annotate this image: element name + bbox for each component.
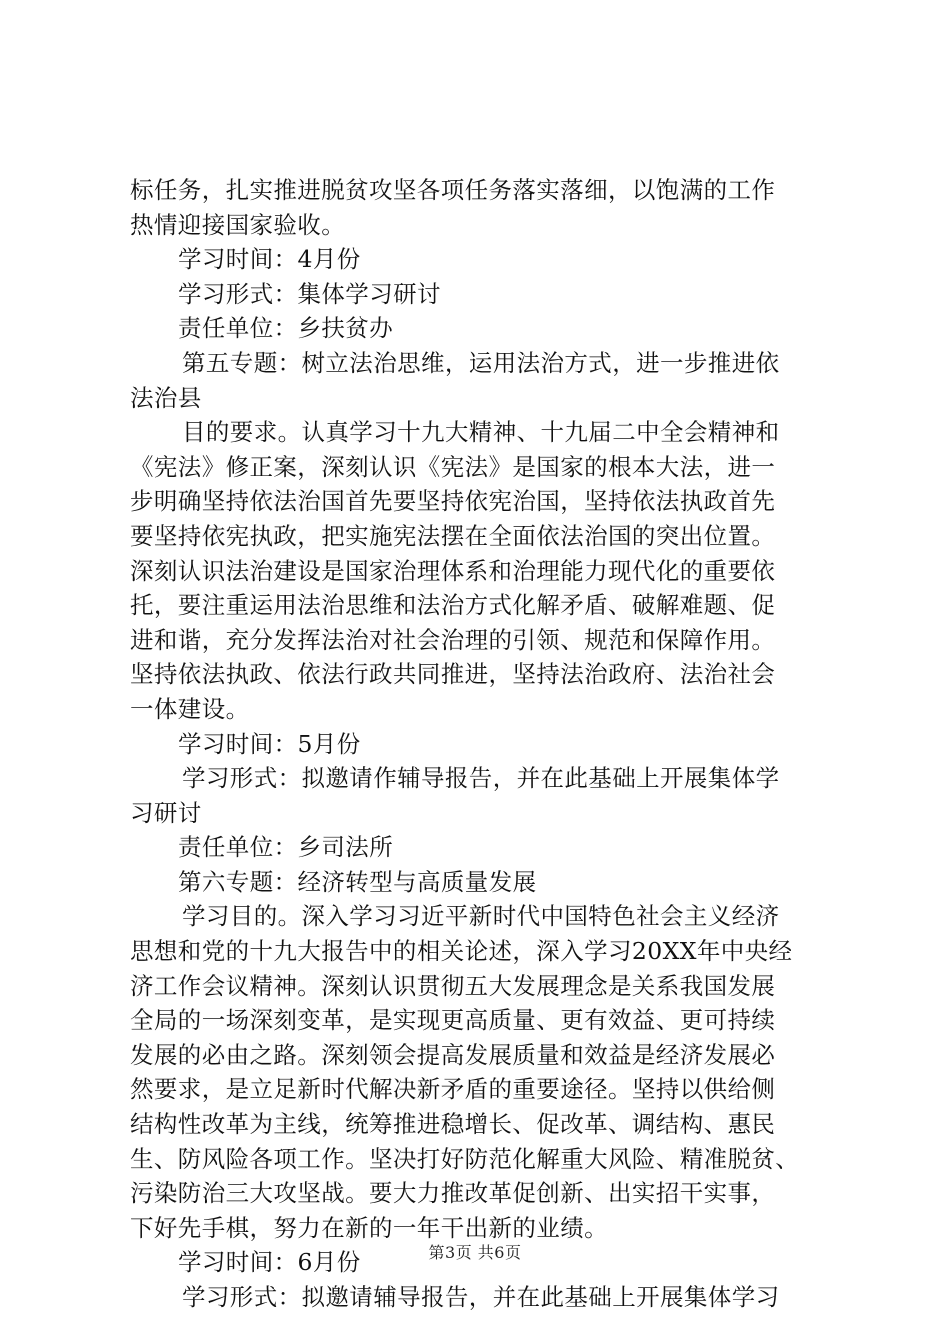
section-heading: 第六专题：经济转型与高质量发展 [178, 867, 537, 896]
text-line: 热情迎接国家验收。 [130, 210, 346, 239]
text-line: 深刻认识法治建设是国家治理体系和治理能力现代化的重要依 [130, 556, 776, 585]
text-line: 学习目的。深入学习习近平新时代中国特色社会主义经济 [182, 902, 780, 931]
text-line: 发展的必由之路。深刻领会提高发展质量和效益是经济发展必 [130, 1040, 776, 1069]
text-line: 法治县 [130, 383, 202, 412]
text-line: 思想和党的十九大报告中的相关论述，深入学习20XX年中央经 [130, 937, 793, 966]
text-line: 然要求，是立足新时代解决新矛盾的重要途径。坚持以供给侧 [130, 1075, 776, 1104]
text-line: 下好先手棋，努力在新的一年干出新的业绩。 [130, 1213, 608, 1242]
text-line: 标任务，扎实推进脱贫攻坚各项任务落实落细，以饱满的工作 [130, 176, 776, 204]
text-line: 学习时间：4月份 [178, 245, 361, 274]
text-line: 济工作会议精神。深刻认识贯彻五大发展理念是关系我国发展 [130, 971, 776, 1000]
text-line: 步明确坚持依法治国首先要坚持依宪治国，坚持依法执政首先 [130, 487, 776, 516]
text-line: 学习形式：集体学习研讨 [178, 279, 441, 308]
text-line: 进和谐，充分发挥法治对社会治理的引领、规范和保障作用。 [130, 625, 776, 654]
text-line: 学习时间：6月份 [178, 1248, 361, 1277]
text-line: 目的要求。认真学习十九大精神、十九届二中全会精神和 [182, 418, 780, 447]
text-line: 责任单位：乡扶贫办 [178, 314, 394, 343]
text-line: 学习时间：5月份 [178, 729, 361, 758]
text-line: 生、防风险各项工作。坚决打好防范化解重大风险、精准脱贫、 [130, 1144, 800, 1173]
document-body [130, 173, 830, 1315]
text-line: 托，要注重运用法治思维和法治方式化解矛盾、破解难题、促 [130, 591, 776, 620]
page-number-footer: 第3页 共6页 [428, 1243, 522, 1262]
text-line: 习研讨 [130, 798, 202, 827]
text-line: 坚持依法执政、依法行政共同推进，坚持法治政府、法治社会 [130, 660, 776, 689]
text-line: 结构性改革为主线，统筹推进稳增长、促改革、调结构、惠民 [130, 1110, 776, 1139]
text-line: 污染防治三大攻坚战。要大力推改革促创新、出实招干实事， [130, 1179, 776, 1208]
section-heading: 第五专题：树立法治思维，运用法治方式，进一步推进依 [182, 348, 780, 377]
text-line: 学习形式：拟邀请作辅导报告，并在此基础上开展集体学 [182, 764, 780, 793]
text-line: 学习形式：拟邀请辅导报告，并在此基础上开展集体学习 [182, 1283, 780, 1311]
text-line: 责任单位：乡司法所 [178, 833, 394, 862]
text-line: 一体建设。 [130, 694, 250, 723]
text-line: 全局的一场深刻变革，是实现更高质量、更有效益、更可持续 [130, 1006, 776, 1035]
text-line: 要坚持依宪执政，把实施宪法摆在全面依法治国的突出位置。 [130, 521, 776, 550]
text-line: 《宪法》修正案，深刻认识《宪法》是国家的根本大法，进一 [130, 452, 776, 481]
